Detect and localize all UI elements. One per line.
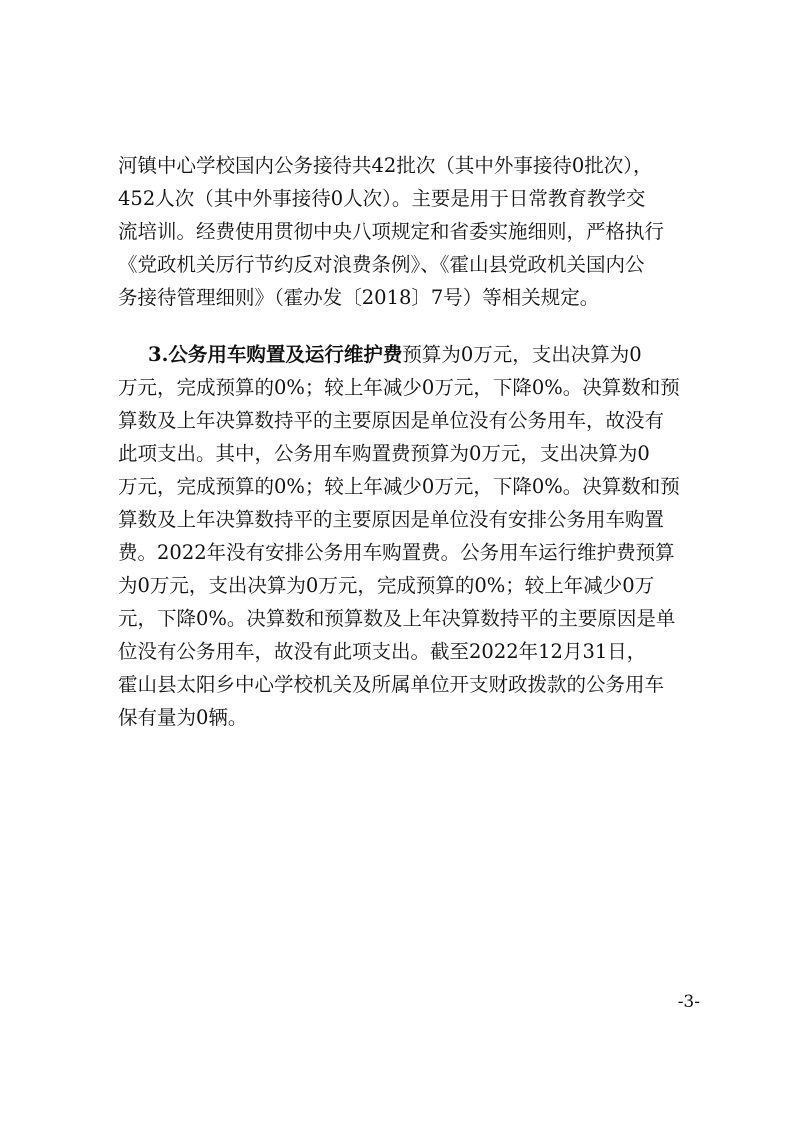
paragraph2-line-11: 霍山县太阳乡中心学校机关及所属单位开支财政拨款的公务用车 — [118, 673, 665, 696]
paragraph1-line-5: 务接待管理细则》（霍办发〔2018〕7号）等相关规定。 — [118, 286, 600, 309]
paragraph1-line-2: 452人次（其中外事接待0人次）。主要是用于日常教育教学交 — [118, 187, 646, 210]
paragraph2-line-9: 元，下降0%。决算数和预算数及上年决算数持平的主要原因是单 — [118, 607, 676, 630]
paragraph2-line-10: 位没有公务用车，故没有此项支出。截至2022年12月31日， — [118, 640, 647, 663]
page-number: -3- — [677, 992, 700, 1012]
paragraph2-line-6: 算数及上年决算数持平的主要原因是单位没有安排公务用车购置 — [118, 508, 665, 531]
paragraph2-line-8: 为0万元，支出决算为0万元，完成预算的0%；较上年减少0万 — [118, 574, 655, 597]
paragraph2-first-line — [148, 340, 692, 370]
section-heading: 3.公务用车购置及运行维护费 — [148, 343, 403, 366]
paragraph2-line-7: 费。2022年没有安排公务用车购置费。公务用车运行维护费预算 — [118, 541, 675, 564]
paragraph2-line-4: 此项支出。其中，公务用车购置费预算为0万元，支出决算为0 — [118, 442, 650, 465]
paragraph2-line-3: 算数及上年决算数持平的主要原因是单位没有公务用车，故没有 — [118, 409, 665, 432]
paragraph1-line-3: 流培训。经费使用贯彻中央八项规定和省委实施细则，严格执行 — [118, 220, 665, 243]
paragraph2-line-2: 万元，完成预算的0%；较上年减少0万元，下降0%。决算数和预 — [118, 376, 680, 399]
section-heading-continuation: 预算为0万元，支出决算为0 — [402, 343, 642, 366]
paragraph1-line-1: 河镇中心学校国内公务接待共42批次（其中外事接待0批次）， — [118, 154, 653, 177]
paragraph1-line-4: 《党政机关厉行节约反对浪费条例》、《霍山县党政机关国内公 — [118, 253, 645, 276]
paragraph2-line-12: 保有量为0辆。 — [118, 706, 248, 729]
paragraph2-line-5: 万元，完成预算的0%；较上年减少0万元，下降0%。决算数和预 — [118, 475, 680, 498]
